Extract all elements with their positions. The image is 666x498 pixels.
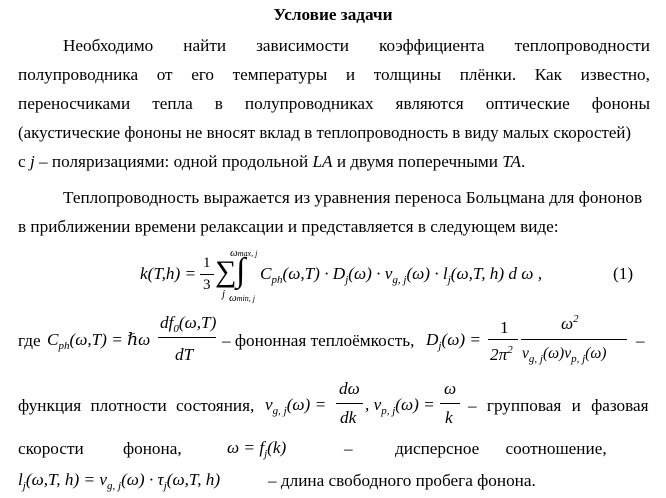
text: max, j: [237, 249, 258, 258]
text: ω: [230, 247, 238, 259]
word: и: [345, 65, 356, 84]
text: C: [260, 264, 272, 283]
group-text: – групповая и фазовая: [468, 396, 649, 415]
word: фононы: [591, 94, 650, 113]
vp-den: k: [445, 408, 453, 427]
word: Необходимо: [63, 36, 154, 55]
dj-dash: –: [636, 331, 645, 350]
eq-frac-bar: [200, 274, 214, 275]
eq-sum: ∑: [215, 255, 237, 288]
dispersion-text: дисперсное соотношение,: [395, 439, 607, 458]
word: коэффициента: [379, 36, 485, 55]
text: df: [160, 313, 174, 332]
dj-one: 1: [500, 318, 509, 337]
text: .: [520, 152, 526, 171]
dj-2pi: $2\pi^2$: [490, 344, 513, 364]
word: оптические: [485, 94, 570, 113]
para1-line4: (акустические фононы не вносят вклад в теплопроводность в виду малых скоростей): [18, 123, 632, 142]
word: температуры: [232, 65, 328, 84]
word: зависимости: [256, 36, 349, 55]
dj-lhs: $D_j(\omega)$ =: [426, 330, 481, 352]
text: 2π: [490, 345, 508, 364]
para1-line1: [63, 34, 650, 58]
dispersion-eq: $\omega = f_j(k)$: [227, 438, 287, 460]
word: фонона,: [123, 439, 182, 458]
word: его: [191, 65, 215, 84]
vg-num: dω: [339, 379, 360, 398]
text: с: [18, 152, 30, 171]
text: ω: [561, 314, 574, 333]
mfp-text: – длина свободного пробега фонона.: [268, 471, 536, 490]
dj-bar2: [521, 339, 627, 340]
para1-line2: [18, 63, 650, 87]
word: теплопроводности: [514, 36, 650, 55]
vg-lhs: $\nu_{g, j}(\omega)$ =: [265, 395, 327, 417]
heading: Условие задачи: [273, 5, 393, 24]
text: ω: [229, 292, 237, 304]
dj-omega-sq: $\omega^2$: [561, 313, 579, 333]
vp-lhs: , $\nu_{p, j}(\omega)$ =: [365, 395, 435, 417]
dash: –: [344, 439, 353, 458]
para1-line3: [18, 92, 650, 116]
word: являются: [395, 94, 464, 113]
text: min, j: [236, 294, 256, 303]
mfp-eq: $l_j(\omega,T$, $h) = \nu_{g, j}(\omega) \cdot \tau_j(\omega,T$, h): [18, 470, 221, 492]
word: скорости: [18, 439, 84, 458]
eq-frac-num: 1: [203, 255, 211, 271]
var-ta: TA: [502, 152, 521, 171]
word: в: [214, 94, 223, 113]
var-j: j: [29, 152, 35, 171]
vg-den: dk: [340, 408, 357, 427]
eq-int-lower: [229, 293, 255, 304]
df0-den: dT: [175, 345, 194, 364]
word: от: [156, 65, 173, 84]
eq-number: (1): [613, 264, 634, 283]
word: тепла: [152, 94, 193, 113]
eq-frac-den: 3: [203, 277, 211, 293]
vg-bar: [336, 403, 363, 404]
word: переносчиками: [18, 94, 131, 113]
vp-bar: [440, 403, 460, 404]
eq-integral: ∫: [236, 252, 246, 289]
dj-den: $\nu_{g, j}(\omega)\nu_{p, j}(\omega)$: [522, 345, 607, 365]
word: полупроводника: [18, 65, 139, 84]
word: плёнки.: [459, 65, 517, 84]
word-gde: где: [18, 331, 41, 350]
word: Как: [534, 65, 563, 84]
cph-lhs: $C_{ph}(\omega,T)$ = ℏω: [47, 330, 151, 352]
para2-line1: Теплопроводность выражается из уравнения переноса Больцмана для фононов: [63, 188, 643, 207]
para1-line5: [18, 150, 650, 174]
vp-num: ω: [444, 379, 457, 398]
func-text: функция плотности состояния,: [18, 396, 255, 415]
eq-sum-sub: j: [222, 288, 226, 300]
df0-num: $df_0(\omega,T)$: [160, 313, 217, 335]
word: найти: [183, 36, 227, 55]
dj-bar1: [488, 339, 518, 340]
var-la: LA: [312, 152, 333, 171]
para2-line2: в приближении времени релаксации и представляется в следующем виде:: [18, 217, 559, 236]
eq-lhs: k(T,h) =: [140, 264, 197, 283]
word: полупроводниках: [244, 94, 374, 113]
text: и двумя поперечными: [332, 152, 503, 171]
word: известно,: [580, 65, 650, 84]
df0-bar: [158, 337, 216, 338]
word: толщины: [373, 65, 442, 84]
cph-desc: – фононная теплоёмкость,: [222, 331, 415, 350]
text: – поляризациями: одной продольной: [34, 152, 313, 171]
eq-body: $C_{ph}(\omega,T) \cdot D_j(\omega) \cdot \nu_{g, j}(\omega) \cdot l_j(\omega,T$, h) d ω ,: [260, 264, 543, 286]
